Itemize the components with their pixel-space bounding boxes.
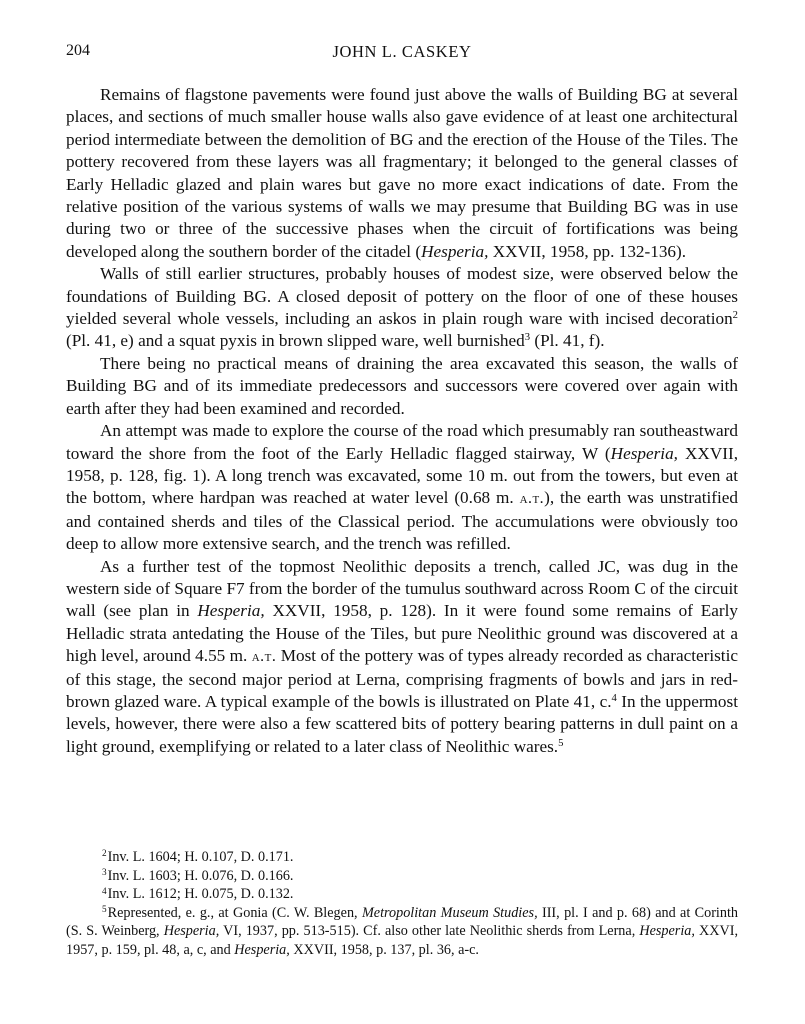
journal-citation: Hesperia, bbox=[421, 241, 489, 261]
footnote-mark: 3 bbox=[102, 866, 107, 877]
body-text bbox=[66, 84, 738, 758]
paragraph-2: Walls of still earlier structures, probably houses of modest size, were observed below the foundations of Building BG. A closed deposit of pottery on the floor of one of these houses yielded several whole vessels, including an askos in plain rough ware with incised decoration$^2$ (Pl. 41, e) and a squat pyxis in brown slipped ware, well burnished$^3$ (Pl. 41, f). bbox=[66, 264, 738, 351]
footnote-5: $^5$Represented, e. g., at Gonia (C. W. Blegen, Metropolitan Museum Studies, III, pl. I and p. 68) and at Corinth (S. S. Weinberg, Hesperia, VI, 1937, pp. 513-515). Cf. also other late Neolithic sherds from Lerna, Hesperia, XXVI, 1957, p. 159, pl. 48, a, c, and Hesperia, XXVII, 1958, p. 137, pl. 36, a-c. bbox=[66, 904, 739, 958]
footnote-ref-2[interactable]: 2 bbox=[732, 310, 738, 322]
journal-citation: Hesperia, bbox=[234, 941, 290, 958]
footnote-ref-5[interactable]: 5 bbox=[558, 737, 564, 749]
paragraph-1: Remains of flagstone pavements were found just above the walls of Building BG at several places, and sections of much smaller house walls also gave evidence of at least one architectural period intermediate between the demolition of BG and the erection of the House of the Tiles. The pottery recovered from these layers was all fragmentary; it belonged to the general classes of Early Helladic glazed and plain wares but gave no more exact indications of date. From the relative position of the various systems of walls we may presume that Building BG was in use during two or three of the successive phases when the circuit of fortifications was being developed along the southern border of the citadel (Hesperia, XXVII, 1958, pp. 132-136). bbox=[66, 85, 738, 261]
footnote-3: $^3$Inv. L. 1603; H. 0.076, D. 0.166. bbox=[102, 866, 294, 884]
page-header bbox=[66, 42, 738, 66]
footnote-ref-4[interactable]: 4 bbox=[611, 693, 617, 705]
journal-citation: Metropolitan Museum Studies, bbox=[361, 904, 538, 921]
journal-citation: Hesperia, bbox=[610, 443, 678, 463]
journal-citation: Hesperia, bbox=[197, 601, 265, 621]
paragraph-5: As a further test of the topmost Neolithic deposits a trench, called JC, was dug in the western side of Square F7 from the border of the tumulus southward across Room C of the circuit wall (see plan in Hesperia, XXVII, 1958, p. 128). In it were found some remains of Early Helladic strata antedating the House of the Tiles, but pure Neolithic ground was discovered at a high level, around 4.55 m. a.t. Most of the pottery was of types already recorded as characteristic of this stage, the second major period at Lerna, comprising fragments of bowls and jars in red-brown glazed ware. A typical example of the bowls is illustrated on Plate 41, c.$^4$ In the uppermost levels, however, there were also a few scattered bits of pottery bearing patterns in dull paint on a light ground, exemplifying or related to a later class of Neolithic wares.$^5$ bbox=[66, 556, 738, 756]
paragraph-4: An attempt was made to explore the course of the road which presumably ran southeastward toward the shore from the foot of the Early Helladic flagged stairway, W (Hesperia, XXVII, 1958, p. 128, fig. 1). A long trench was excavated, some 10 m. out from the towers, but even at the bottom, where hardpan was reached at water level (0.68 m. a.t.), the earth was unstratified and contained sherds and tiles of the Classical period. The accumulations were obviously too deep to allow more extensive search, and the trench was refilled. bbox=[66, 421, 739, 554]
footnotes bbox=[66, 848, 738, 960]
footnote-mark: 2 bbox=[102, 848, 107, 859]
footnote-mark: 5 bbox=[102, 904, 107, 915]
page-number: 204 bbox=[66, 42, 90, 59]
running-head: JOHN L. CASKEY bbox=[332, 42, 472, 61]
footnote-2: $^2$Inv. L. 1604; H. 0.107, D. 0.171. bbox=[102, 848, 294, 865]
abbreviation-at: a.t. bbox=[519, 490, 545, 508]
paragraph-3: There being no practical means of draining the area excavated this season, the walls of Building BG and of its immediate predecessors and successors were covered over again with earth after they had been examined and recorded. bbox=[66, 353, 738, 418]
journal-citation: Hesperia, bbox=[639, 923, 695, 940]
journal-citation: Hesperia, bbox=[163, 923, 220, 940]
abbreviation-at: a.t. bbox=[251, 648, 277, 666]
footnote-mark: 4 bbox=[102, 885, 107, 896]
footnote-4: $^4$Inv. L. 1612; H. 0.075, D. 0.132. bbox=[102, 885, 294, 903]
footnote-ref-3[interactable]: 3 bbox=[524, 332, 531, 344]
